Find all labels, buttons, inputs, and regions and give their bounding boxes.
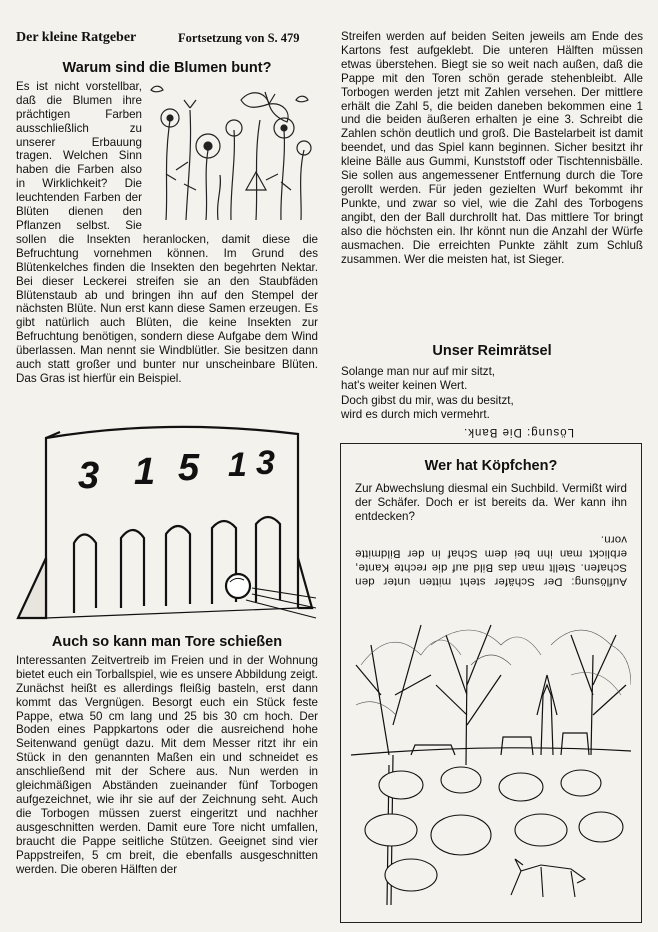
riddle-verse	[341, 365, 643, 422]
riddle-solution: Lösung: Die Bank.	[463, 426, 574, 439]
riddle-line: Solange man nur auf mir sitzt,	[341, 365, 496, 378]
goal-number: 1	[228, 446, 247, 484]
flowers-article	[16, 62, 318, 386]
flowers-illustration	[146, 80, 318, 220]
riddle-line: hat's weiter keinen Wert.	[341, 379, 468, 393]
puzzle-box	[340, 443, 642, 923]
shepherd-search-picture	[351, 592, 631, 918]
riddle-line: wird es durch mich vermehrt.	[341, 407, 490, 421]
goal-number: 3	[256, 444, 275, 482]
goal-body-continued: Streifen werden auf beiden Seiten jeweils am Ende des Kartons fest aufgeklebt. Die unteren Hälften müssen etwas überstehen. Biegt sie so weit nach außen, daß die Pappe mit den Toren schön gerade stehenbleibt. Alle Torbogen werden jetzt mit Zahlen versehen. Der mittlere erhält die Zahl 5, die beiden daneben bekommen eine 1 und die beiden äußeren erhalten je eine 3. Schreibt die Zahlen schön deutlich und groß. Die Bastelarbeit ist damit beendet, und das Spiel kann beginnen. Sicher besitzt ihr kleine Bälle aus Gummi, Kunststoff oder Tischtennisbälle. Sie sollen aus angemessener Entfernung durch die Tore gerollt werden. Für jeden gezielten Wurf bekommt ihr Punkte, und zwar so viel, wie die Zahl des Torbogens angibt, den der Ball durchrollt hat. Das mittlere Tor bringt also die höchsten ein. Ihr könnt nun die Anzahl der Würfe ausmachen. Die erreichten Punkte zählt zum Schluß zusammen. Wer die meisten hat, ist Sieger.	[341, 30, 643, 266]
flowers-heading: Warum sind die Blumen bunt?	[62, 60, 272, 76]
goal-article	[16, 636, 318, 876]
goal-body: Interessanten Zeitvertreib im Freien und in der Wohnung bietet euch ein Torballspiel, wie es unsere Abbildung zeigt. Zunächst heißt es allerdings fleißig basteln, erst dann kommt das Vergnügen. Besorgt euch ein Stück feste Pappe, etwa 50 cm lang und 25 bis 30 cm hoch. Der Boden eines Pappkartons oder die ausreichend hohe Seitenwand genügt dazu. Mit dem Messer ritzt ihr ein Stück in den genannten Maßen ein und schneidet es anschließend mit der Schere aus. Nun werden in gleichmäßigen Abständen zueinander fünf Torbogen aufgezeichnet, wie ihr sie auf der Zeichnung seht. Auch die Torbogen müssen zuerst eingeritzt und nachher ausgeschnitten werden. Damit eure Tore nicht umfallen, braucht die Pappe seitliche Stützen. Geeignet sind vier Pappstreifen, 5 cm breit, die ebenfalls ausgeschnitten werden. Die oberen Hälften der	[16, 653, 318, 876]
flowers-body: Es ist nicht vorstellbar, daß die Blumen ihre prächtigen Farben ausschließlich zu unserer Erbauung tragen. Welchen Sinn haben die Farben also in Wirklichkeit? Die leuchtenden Farben der Blüten dienen den Pflanzen selbst. Sie sollen die Insekten heranlocken, damit diese die Befruchtung vornehmen können. Im Grund des Blütenkelches finden die Insekten den begehrten Nektar. Bei dieser Leckerei streifen sie an den Staubfäden Blütenstaub ab und bringen ihn auf den Stempel der nächsten Blüte. Nun erst kann diese Samen erzeugen. Es gibt natürlich auch Blüten, die keine Insekten zur Befruchtung benötigen, sondern diese Aufgabe dem Wind überlassen. Man nennt sie Windblütler. Sie besitzen dann auch statt großer und bunter nur unscheinbare Blüten. Das Gras ist hierfür ein Beispiel.	[16, 79, 318, 385]
magazine-section-title: Der kleine Ratgeber	[16, 30, 137, 45]
goal-article-continued	[341, 30, 643, 266]
goal-number: 1	[134, 451, 156, 493]
puzzle-solution: Auflösung: Der Schäfer steht mitten unter den Schafen. Stellt man das Bild auf die rechte Kante, erblickt man ihn bei dem Schaf in der Bildmitte vorn.	[355, 533, 627, 588]
goal-number: 3	[78, 455, 100, 497]
goal-number: 5	[178, 447, 200, 489]
riddle-line: Doch gibst du mir, was du besitzt,	[341, 393, 514, 407]
riddle-section	[341, 343, 643, 438]
goal-game-illustration	[16, 418, 318, 628]
puzzle-body: Zur Abwechslung diesmal ein Suchbild. Vermißt wird der Schäfer. Doch er ist bereits da. Wer kann ihn entdecken?	[355, 482, 627, 523]
puzzle-heading: Wer hat Köpfchen?	[424, 458, 558, 474]
goal-heading: Auch so kann man Tore schießen	[51, 634, 283, 650]
continuation-note: Fortsetzung von S. 479	[178, 31, 300, 45]
riddle-heading: Unser Reimrätsel	[432, 343, 552, 359]
